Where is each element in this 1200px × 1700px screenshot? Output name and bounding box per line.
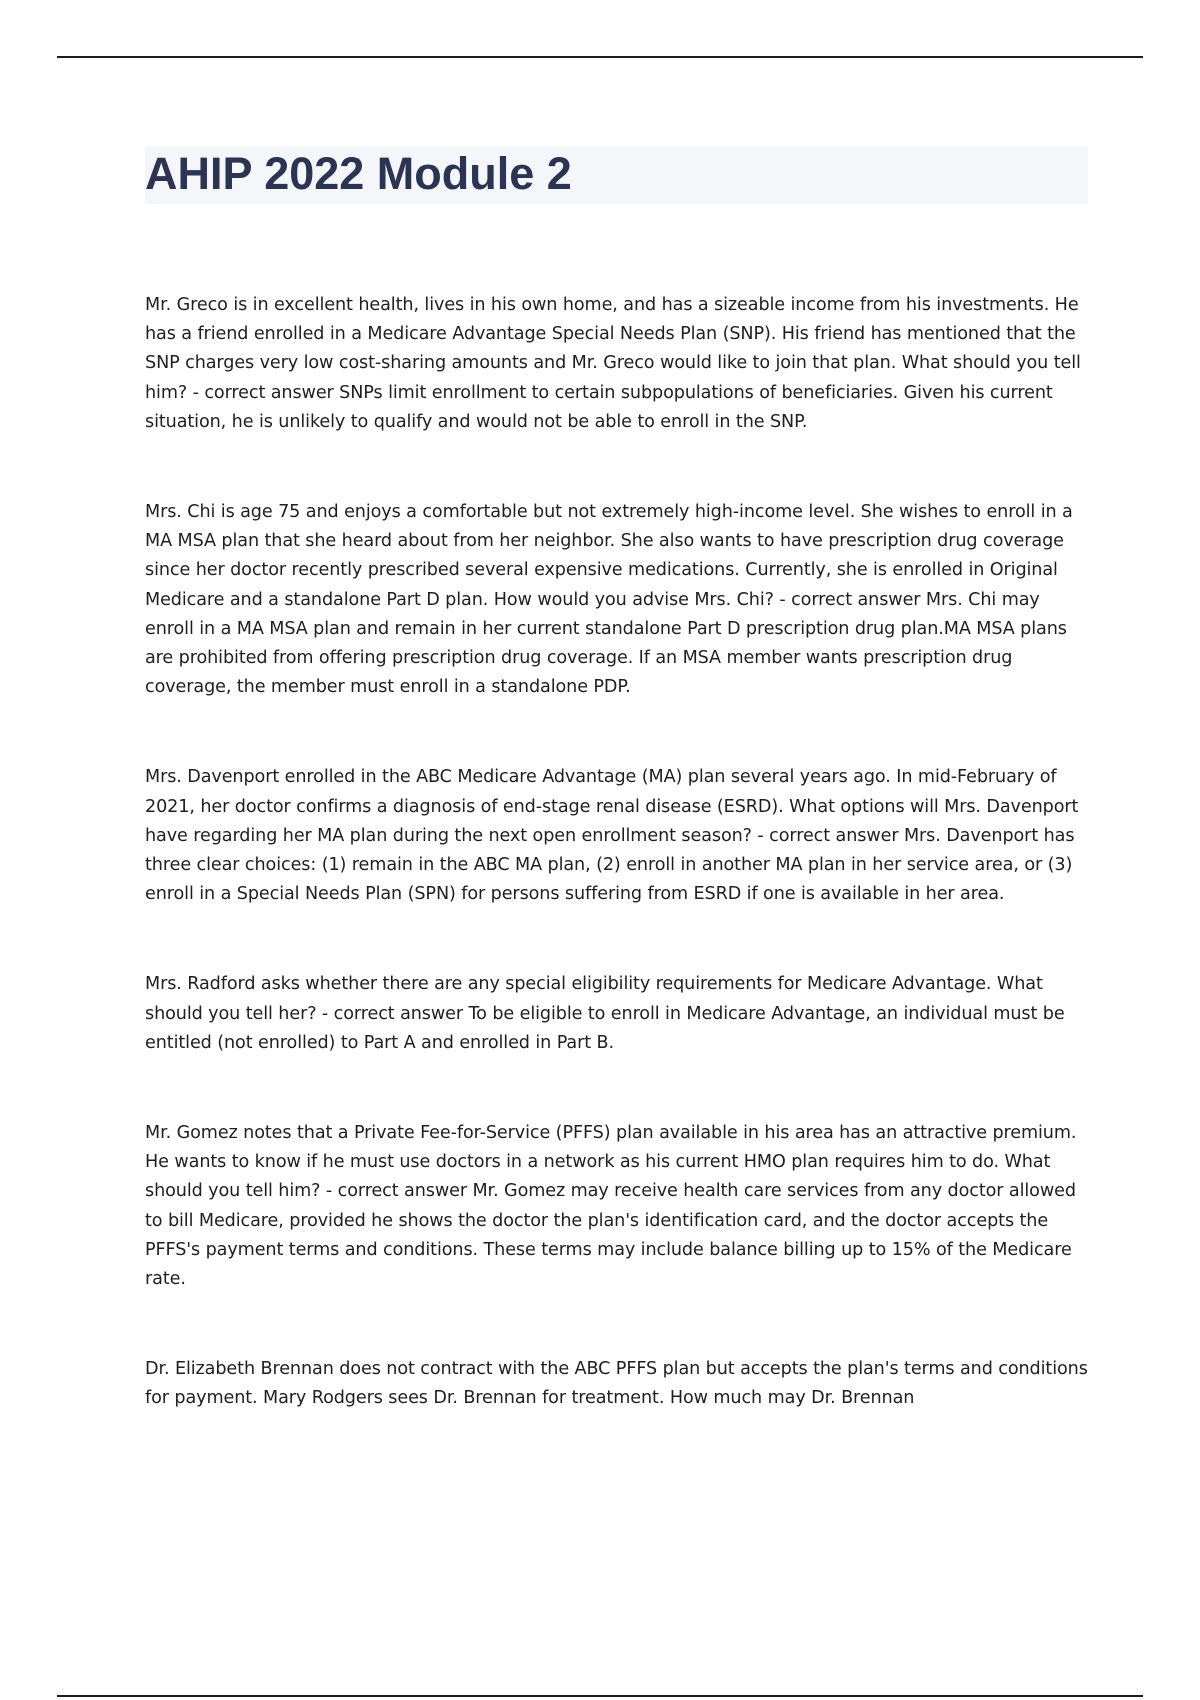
qa-entry-gomez: Mr. Gomez notes that a Private Fee-for-Service (PFFS) plan available in his area has an attractive premium. He wants to know if he must use doctors in a network as his current HMO plan requires him to do. What should you tell him? - correct answer Mr. Gomez may receive health care services from any doctor allowed to bill Medicare, provided he shows the doctor the plan's identification card, and the doctor accepts the PFFS's payment terms and conditions. These terms may include balance billing up to 15% of the Medicare rate. <box>145 1123 1077 1290</box>
page-title: AHIP 2022 Module 2 <box>145 148 572 199</box>
qa-entry-radford: Mrs. Radford asks whether there are any special eligibility requirements for Medicare Advantage. What should you tell her? - correct answer To be eligible to enroll in Medicare Advantage, an individual must be entitled (not enrolled) to Part A and enrolled in Part B. <box>145 974 1065 1053</box>
qa-entry-davenport: Mrs. Davenport enrolled in the ABC Medicare Advantage (MA) plan several years ago. In mid-February of 2021, her doctor confirms a diagnosis of end-stage renal disease (ESRD). What options will Mrs. Davenport have regarding her MA plan during the next open enrollment season? - correct answer Mrs. Davenport has three clear choices: (1) remain in the ABC MA plan, (2) enroll in another MA plan in her service area, or (3) enroll in a Special Needs Plan (SPN) for persons suffering from ESRD if one is available in her area. <box>145 767 1079 905</box>
qa-list <box>145 291 1090 1475</box>
qa-entry-greco: Mr. Greco is in excellent health, lives in his own home, and has a sizeable income from his investments. He has a friend enrolled in a Medicare Advantage Special Needs Plan (SNP). His friend has mentioned that the SNP charges very low cost-sharing amounts and Mr. Greco would like to join that plan. What should you tell him? - correct answer SNPs limit enrollment to certain subpopulations of beneficiaries. Given his current situation, he is unlikely to qualify and would not be able to enroll in the SNP. <box>145 295 1081 432</box>
qa-entry-brennan: Dr. Elizabeth Brennan does not contract with the ABC PFFS plan but accepts the plan's terms and conditions for payment. Mary Rodgers sees Dr. Brennan for treatment. How much may Dr. Brennan <box>145 1359 1088 1409</box>
top-rule <box>57 56 1143 58</box>
qa-entry-chi: Mrs. Chi is age 75 and enjoys a comfortable but not extremely high-income level. She wishes to enroll in a MA MSA plan that she heard about from her neighbor. She also wants to have prescription drug coverage since her doctor recently prescribed several expensive medications. Currently, she is enrolled in Original Medicare and a standalone Part D plan. How would you advise Mrs. Chi? - correct answer Mrs. Chi may enroll in a MA MSA plan and remain in her current standalone Part D prescription drug plan.MA MSA plans are prohibited from offering prescription drug coverage. If an MSA member wants prescription drug coverage, the member must enroll in a standalone PDP. <box>145 502 1073 698</box>
bottom-rule <box>57 1695 1143 1697</box>
